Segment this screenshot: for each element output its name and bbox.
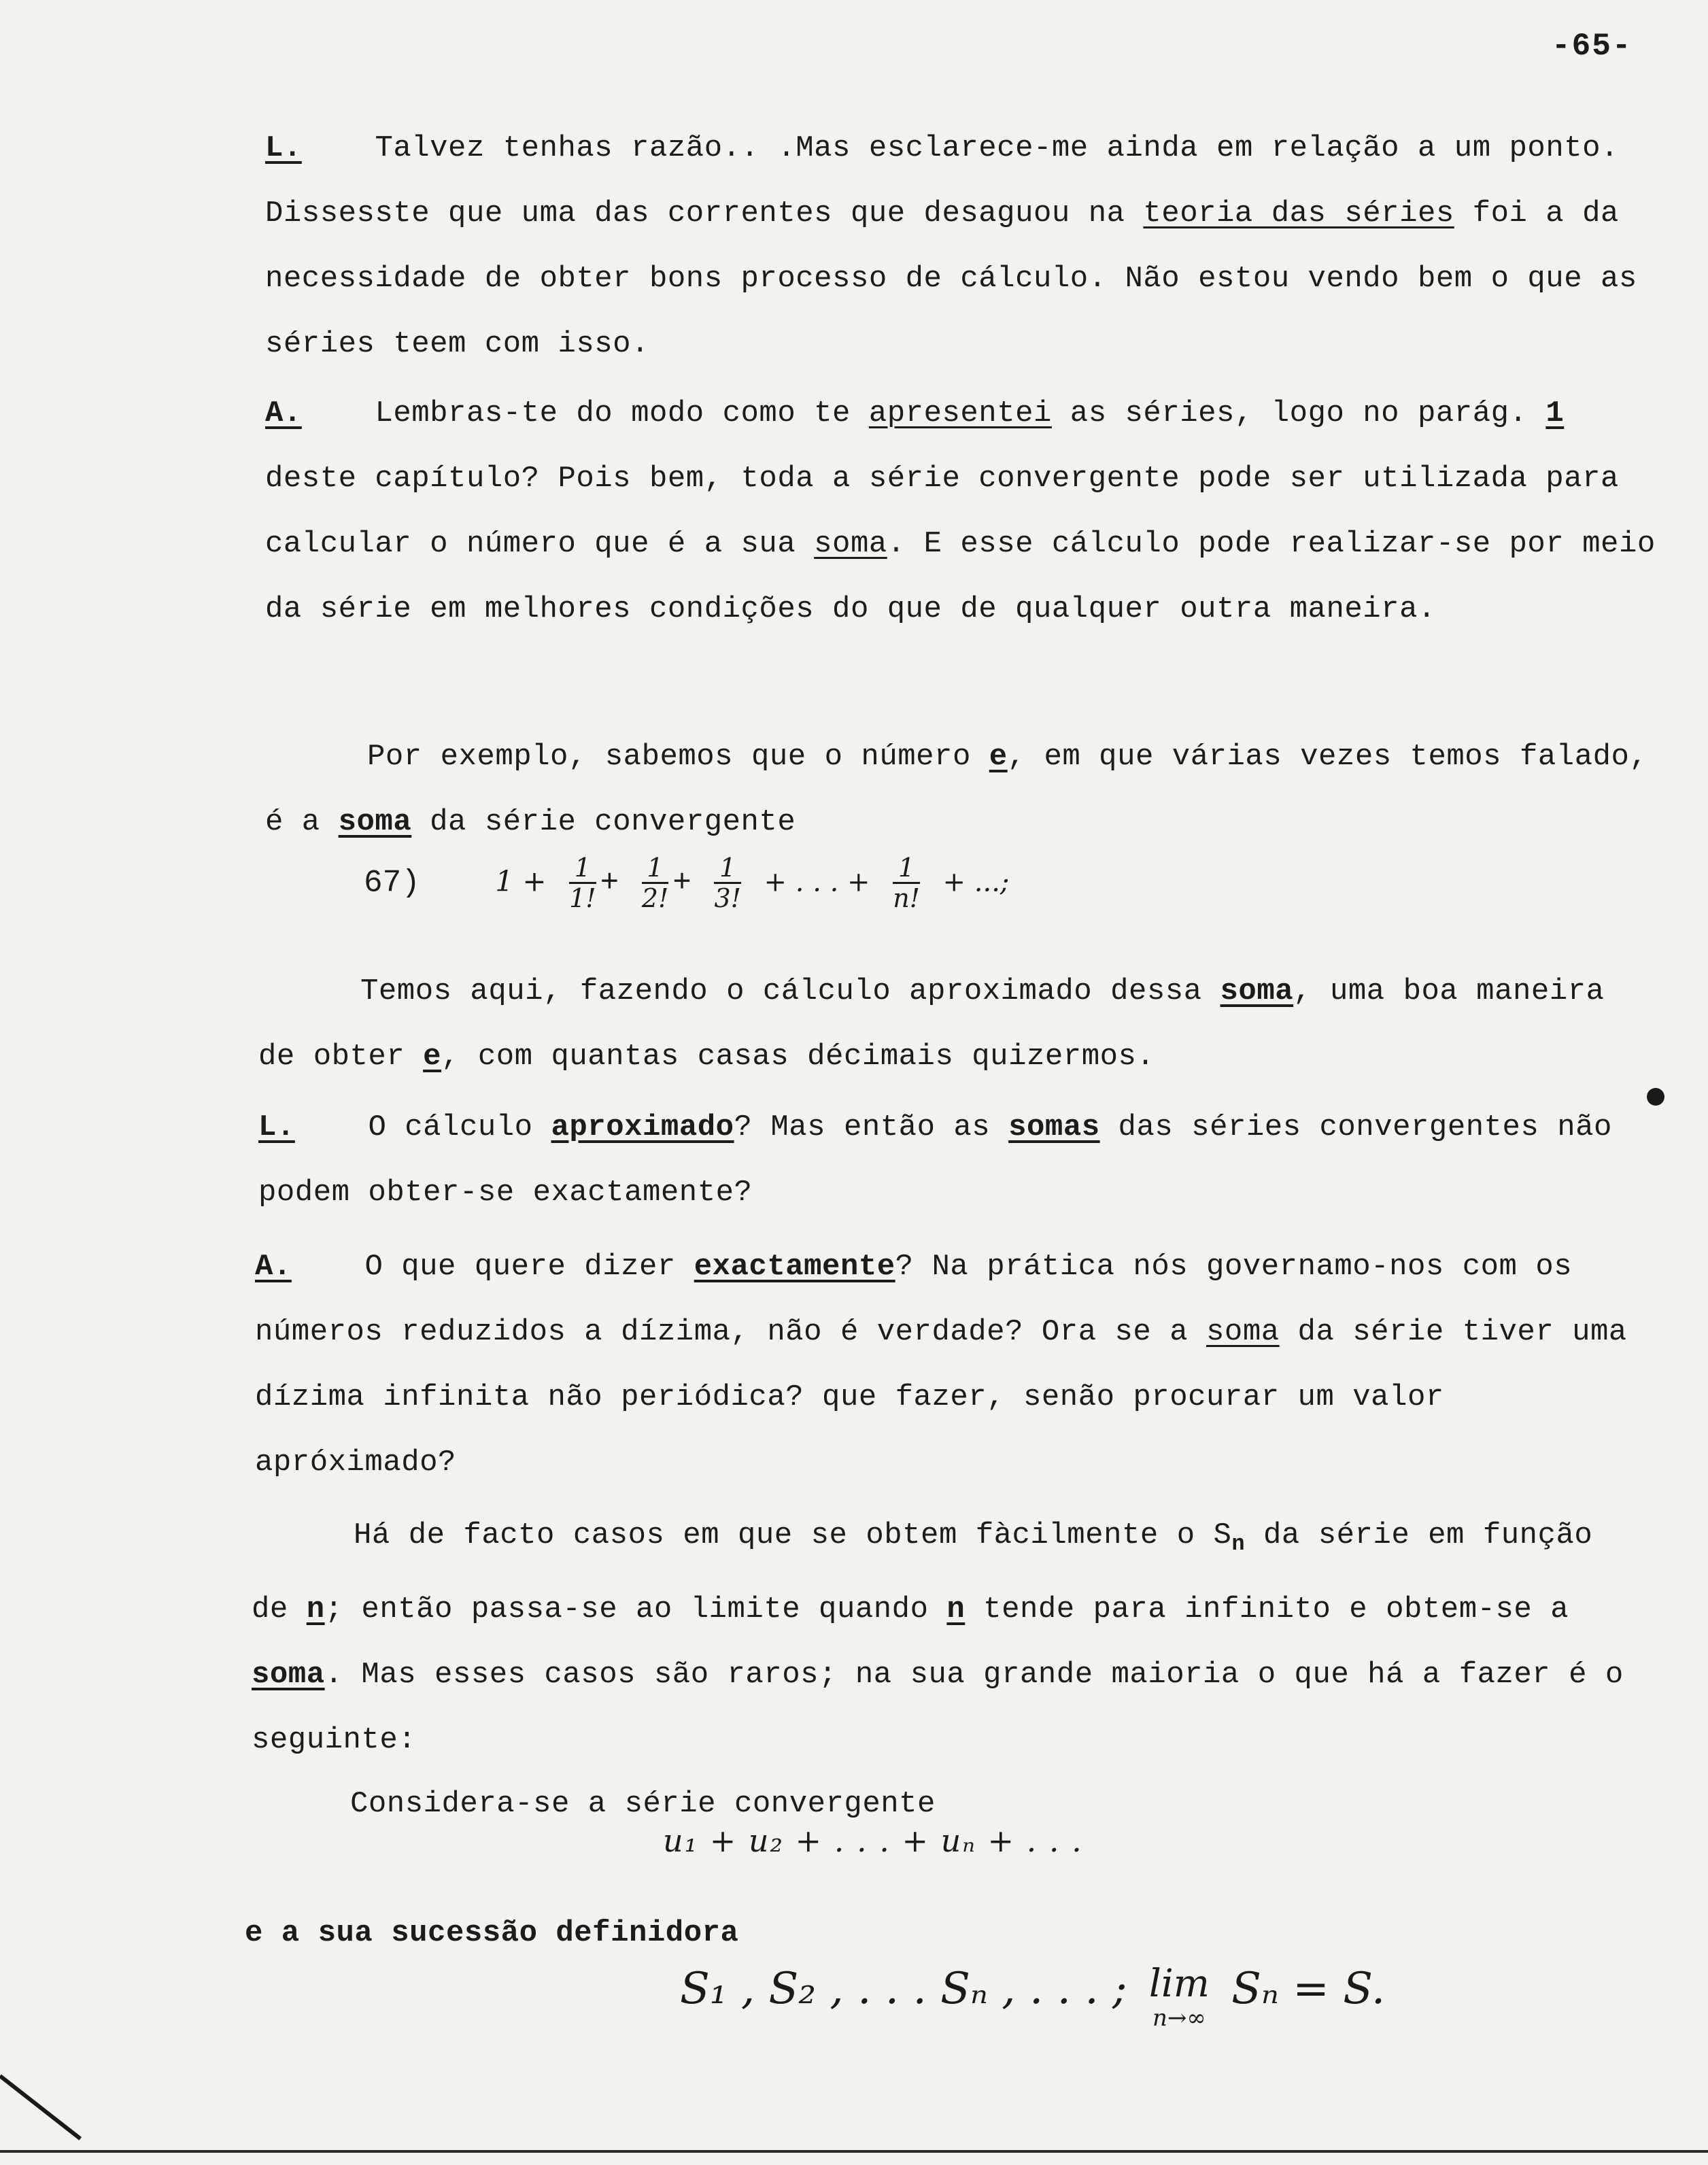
text-run: O que quere dizer: [364, 1250, 694, 1284]
text-run: foi a da necessidade de obter bons processo de cálculo. Não estou vendo bem o que as séries teem com isso.: [265, 197, 1637, 361]
text-run: ? Na prática nós governamo-nos com os números reduzidos a dízima, não é verdade? Ora se a: [255, 1250, 1573, 1349]
handwritten-series: u₁ + u₂ + . . . + uₙ + . . .: [663, 1822, 1083, 1859]
text-run: as séries, logo no parág.: [1051, 396, 1546, 430]
underlined-term: soma: [252, 1657, 325, 1692]
text-run: Temos aqui, fazendo o cálculo aproximado dessa: [360, 974, 1220, 1008]
fraction-term-3: $\frac{1}{3!}$: [714, 853, 741, 913]
text-run: O cálculo: [368, 1110, 551, 1144]
handwritten-sequence: [680, 1964, 1385, 2032]
paragraph-6: [255, 1234, 1649, 1495]
paragraph-7: [252, 1503, 1645, 1773]
fraction-term-n: $\frac{1}{n!}$: [893, 853, 920, 913]
text-run: tende para infinito e obtem-se a: [965, 1592, 1569, 1626]
paragraph-4: [258, 959, 1652, 1089]
equation-dots: + . . . +: [764, 866, 870, 898]
page-number: -65-: [1552, 29, 1633, 64]
equation-lead: 1 +: [495, 864, 547, 898]
text-run: da série em função de: [252, 1518, 1593, 1626]
text-run: . Mas esses casos são raros; na sua grande maioria o que há a fazer é o seguinte:: [252, 1657, 1624, 1757]
text-run: Por exemplo, sabemos que o número: [367, 740, 989, 774]
underlined-term: soma: [1206, 1315, 1280, 1349]
text-run: ; então passa-se ao limite quando: [324, 1592, 947, 1626]
underlined-term: 1: [1545, 396, 1565, 430]
underlined-term: soma: [338, 805, 412, 839]
underlined-term: n: [946, 1592, 966, 1626]
text-run: Talvez tenhas razão.. .Mas esclarece-me ainda em relação a um ponto. Dissesste que uma das correntes que desaguou na: [265, 131, 1619, 231]
limit-expression: Sₙ = S.: [1231, 1964, 1386, 2014]
text-run: e a sua sucessão definidora: [245, 1916, 739, 1950]
paragraph-1: [265, 116, 1659, 377]
underlined-term: somas: [1008, 1110, 1100, 1144]
underlined-term: soma: [814, 527, 887, 561]
paragraph-9: [245, 1900, 1639, 1966]
equation-tail: + ...;: [942, 866, 1010, 898]
speaker-label: L.: [258, 1110, 295, 1144]
text-run: da série convergente: [411, 805, 796, 839]
underlined-term: n: [306, 1592, 325, 1626]
sequence-terms: S₁ , S₂ , . . . Sₙ , . . . ;: [680, 1964, 1127, 2014]
fraction-term-2: $\frac{1}{2!}$: [641, 853, 669, 913]
text-run: das séries convergentes não podem obter-se exactamente?: [258, 1110, 1612, 1210]
fraction-term-1: $\frac{1}{1!}$: [569, 853, 596, 913]
margin-mark: [0, 2075, 82, 2141]
limit-operator: lim n→∞: [1148, 1962, 1210, 2032]
equation-label: 67): [364, 865, 420, 901]
text-run: Considera-se a série convergente: [350, 1787, 936, 1821]
text-run: da série tiver uma dízima infinita não periódica? que fazer, senão procurar um valor apróximado?: [255, 1315, 1627, 1480]
underlined-term: e: [423, 1040, 442, 1074]
ink-blot: [1647, 1088, 1664, 1106]
speaker-label: L.: [265, 131, 302, 165]
subscript: n: [1231, 1531, 1246, 1556]
speaker-label: A.: [265, 396, 302, 430]
paragraph-3: [265, 724, 1659, 855]
text-run: deste capítulo? Pois bem, toda a série convergente pode ser utilizada para calcular o número que é a sua: [265, 462, 1619, 561]
paragraph-5: [258, 1095, 1652, 1225]
bottom-rule: [0, 2150, 1708, 2153]
text-run: , uma boa maneira de obter: [258, 974, 1605, 1074]
text-run: , com quantas casas décimais quizermos.: [441, 1040, 1155, 1074]
underlined-term: aproximado: [551, 1110, 734, 1144]
equation-67: 67) 1 + $\frac{1}{1!}$ + $\frac{1}{2!}$ + $\frac{1}{3!}$ + . . . + $\frac{1}{n!}$ + ...;: [364, 853, 1010, 913]
underlined-term: teoria das séries: [1143, 197, 1454, 231]
underlined-term: apresentei: [868, 396, 1052, 430]
text-run: Há de facto casos em que se obtem fàcilmente o S: [354, 1518, 1232, 1552]
text-run: , em que várias vezes temos falado, é a: [265, 740, 1648, 839]
text-run: Lembras-te do modo como te: [375, 396, 869, 430]
underlined-term: soma: [1220, 974, 1294, 1008]
paragraph-2: [265, 381, 1659, 642]
underlined-term: e: [989, 740, 1008, 774]
text-run: ? Mas então as: [734, 1110, 1009, 1144]
speaker-label: A.: [255, 1250, 292, 1284]
text-run: . E esse cálculo pode realizar-se por meio da série em melhores condições do que de qualquer outra maneira.: [265, 527, 1656, 626]
underlined-term: exactamente: [694, 1250, 895, 1284]
